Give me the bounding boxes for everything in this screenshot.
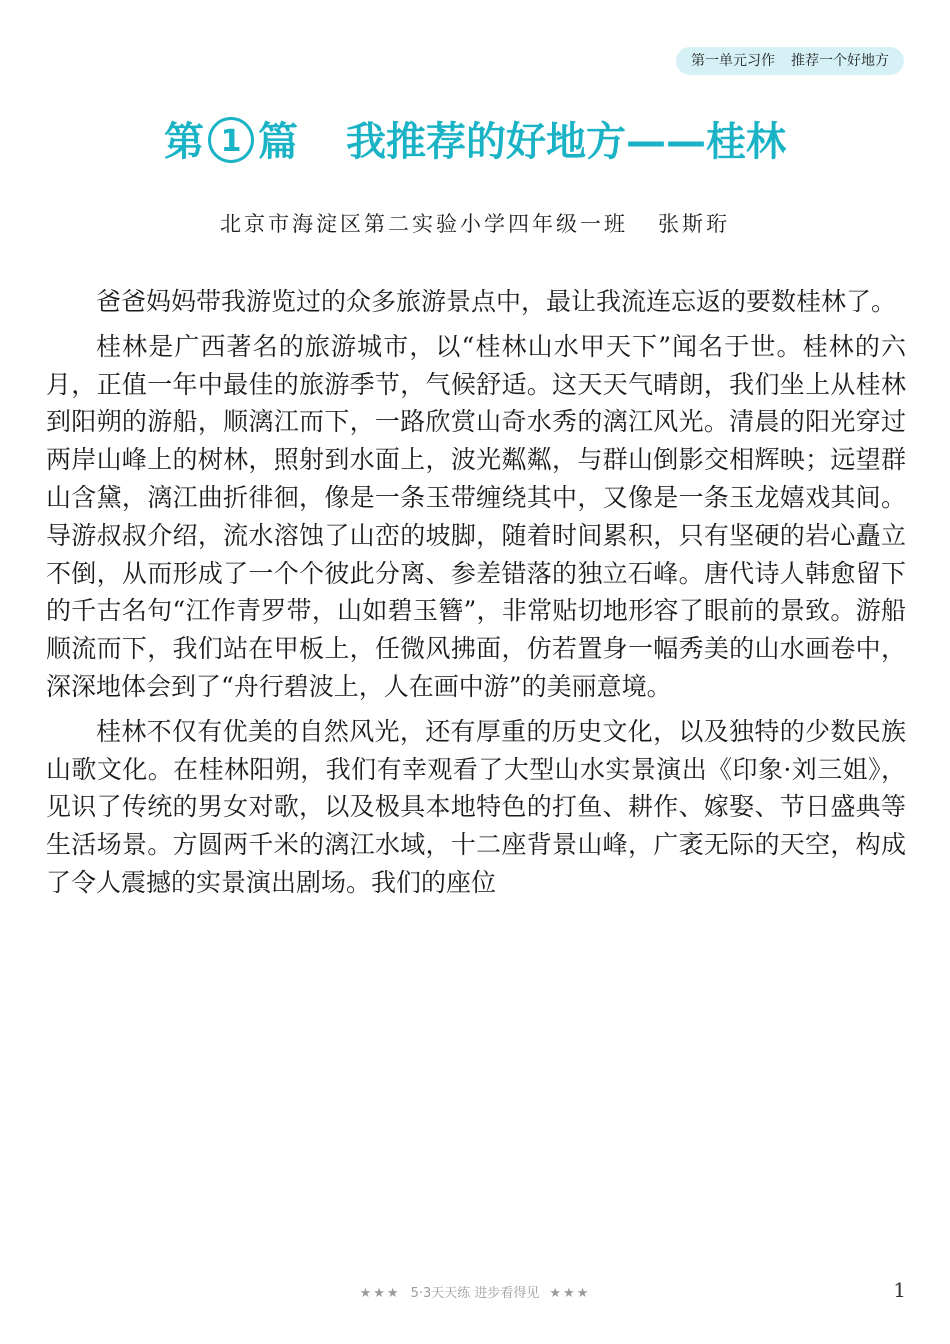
author-school: 北京市海淀区第二实验小学四年级一班 [220,212,628,236]
title-suffix: 篇 [258,119,298,165]
author-line [0,208,950,238]
footer-brand: 5·3天天练 进步看得见 [410,1286,540,1301]
page-footer [0,1282,950,1301]
paragraph: 桂林不仅有优美的自然风光，还有厚重的历史文化，以及独特的少数民族山歌文化。在桂林阳朔，我们有幸观看了大型山水实景演出《印象·刘三姐》，见识了传统的男女对歌，以及极具本地特色的打鱼、耕作、嫁娶、节日盛典等生活场景。方圆两千米的漓江水域，十二座背景山峰，广袤无际的天空，构成了令人震撼的实景演出剧场。我们的座位 [46,716,906,897]
title-prefix: 第 [164,119,204,165]
title-main: 我推荐的好地方——桂林 [346,119,786,165]
unit-label: 第一单元习作 [691,53,775,69]
paragraph: 爸爸妈妈带我游览过的众多旅游景点中，最让我流连忘返的要数桂林了。 [96,287,897,316]
essay-title [0,112,950,172]
footer-stars-left: ★★★ [359,1286,401,1301]
title-number-circle: 1 [208,117,254,163]
paragraph: 桂林是广西著名的旅游城市，以“桂林山水甲天下”闻名于世。桂林的六月，正值一年中最佳的旅游季节，气候舒适。这天天气晴朗，我们坐上从桂林到阳朔的游船，顺漓江而下，一路欣赏山奇水秀的漓江风光。清晨的阳光穿过两岸山峰上的树林，照射到水面上，波光粼粼，与群山倒影交相辉映；远望群山含黛，漓江曲折徘徊，像是一条玉带缠绕其中，又像是一条玉龙嬉戏其间。导游叔叔介绍，流水溶蚀了山峦的坡脚，随着时间累积，只有坚硬的岩心矗立不倒，从而形成了一个个彼此分离、参差错落的独立石峰。唐代诗人韩愈留下的千古名句“江作青罗带，山如碧玉簪”，非常贴切地形容了眼前的景致。游船顺流而下，我们站在甲板上，任微风拂面，仿若置身一幅秀美的山水画卷中，深深地体会到了“舟行碧波上，人在画中游”的美丽意境。 [46,331,906,701]
page-number: 1 [893,1278,906,1302]
essay-body [46,283,906,909]
topic-label: 推荐一个好地方 [791,53,889,69]
footer-stars-right: ★★★ [549,1286,591,1301]
author-name: 张斯珩 [658,212,730,236]
unit-tag [676,47,904,75]
